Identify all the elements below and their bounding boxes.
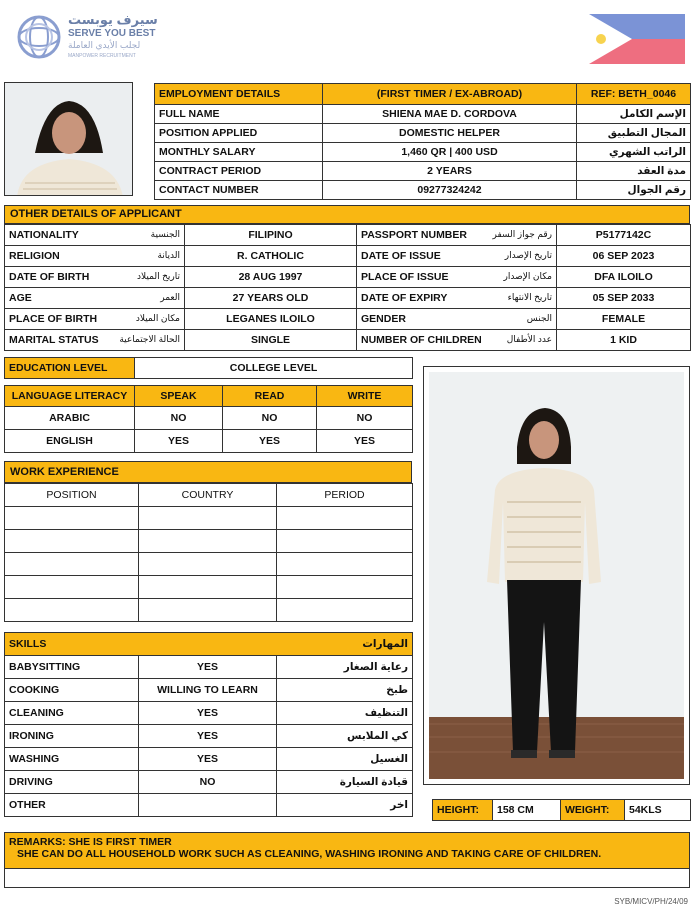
skill-arabic: اخر — [277, 794, 413, 817]
detail-label-text: MARITAL STATUS — [9, 334, 99, 346]
detail-label — [357, 330, 557, 351]
work-experience-title: WORK EXPERIENCE — [4, 461, 412, 483]
detail-label — [5, 225, 185, 246]
detail-value: R. CATHOLIC — [185, 246, 357, 267]
skill-name: WASHING — [5, 748, 139, 771]
language-english: ENGLISH — [5, 430, 135, 453]
salary-value: 1,460 QR | 400 USD — [323, 143, 577, 162]
employment-type: (FIRST TIMER / EX-ABROAD) — [323, 84, 577, 105]
detail-label-arabic: مكان الإصدار — [503, 271, 552, 281]
table-row — [5, 530, 413, 553]
skill-value: NO — [139, 771, 277, 794]
table-row — [5, 507, 413, 530]
other-details-table — [4, 224, 691, 351]
position-value: DOMESTIC HELPER — [323, 124, 577, 143]
detail-label-arabic: تاريخ الميلاد — [137, 271, 180, 281]
table-row — [5, 553, 413, 576]
detail-value: P5177142C — [557, 225, 691, 246]
table-row — [155, 124, 691, 143]
write-header: WRITE — [317, 386, 413, 407]
table-row — [5, 725, 413, 748]
period-header: PERIOD — [277, 484, 413, 507]
detail-label — [5, 288, 185, 309]
skill-name: OTHER — [5, 794, 139, 817]
detail-label-arabic: العمر — [160, 292, 180, 302]
detail-label-arabic: الجنس — [526, 313, 552, 323]
weight-label: WEIGHT: — [561, 800, 625, 821]
detail-value: LEGANES ILOILO — [185, 309, 357, 330]
skill-arabic: قيادة السيارة — [277, 771, 413, 794]
employment-details-table — [154, 83, 691, 200]
detail-label-arabic: رقم جواز السفر — [492, 229, 552, 239]
table-row — [5, 702, 413, 725]
detail-label — [357, 267, 557, 288]
table-row — [5, 246, 691, 267]
arabic-write: NO — [317, 407, 413, 430]
position-arabic: المجال التطبيق — [577, 124, 691, 143]
detail-value: 1 KID — [557, 330, 691, 351]
table-row — [5, 225, 691, 246]
reference-number: REF: BETH_0046 — [577, 84, 691, 105]
detail-label-text: DATE OF ISSUE — [361, 250, 441, 262]
skill-arabic: كي الملابس — [277, 725, 413, 748]
education-table — [4, 357, 413, 379]
salary-label: MONTHLY SALARY — [155, 143, 323, 162]
skill-value: YES — [139, 702, 277, 725]
detail-value: DFA ILOILO — [557, 267, 691, 288]
language-arabic: ARABIC — [5, 407, 135, 430]
skill-arabic: طبخ — [277, 679, 413, 702]
salary-arabic: الراتب الشهري — [577, 143, 691, 162]
skill-arabic: التنظيف — [277, 702, 413, 725]
detail-label-text: NATIONALITY — [9, 229, 79, 241]
table-row — [5, 430, 413, 453]
detail-label-text: GENDER — [361, 313, 406, 325]
skill-name: BABYSITTING — [5, 656, 139, 679]
english-speak: YES — [135, 430, 223, 453]
detail-value: 06 SEP 2023 — [557, 246, 691, 267]
english-read: YES — [223, 430, 317, 453]
skills-title-arabic: المهارات — [277, 633, 413, 656]
skill-name: COOKING — [5, 679, 139, 702]
detail-value: 05 SEP 2033 — [557, 288, 691, 309]
logo-arabic: سيرف يوبست — [68, 12, 158, 27]
detail-label-text: NUMBER OF CHILDREN — [361, 334, 482, 346]
detail-label — [357, 309, 557, 330]
table-row — [155, 181, 691, 200]
detail-label-text: RELIGION — [9, 250, 60, 262]
table-row — [5, 679, 413, 702]
detail-label — [5, 309, 185, 330]
full-name-value: SHIENA MAE D. CORDOVA — [323, 105, 577, 124]
table-row — [5, 794, 413, 817]
logo-tagline: MANPOWER RECRUITMENT — [68, 53, 136, 59]
detail-label-arabic: الحالة الاجتماعية — [119, 334, 180, 344]
globe-logo-icon — [16, 14, 62, 60]
contact-label: CONTACT NUMBER — [155, 181, 323, 200]
skill-name: DRIVING — [5, 771, 139, 794]
remarks-line-1: REMARKS: SHE IS FIRST TIMER — [9, 836, 172, 848]
detail-value: FEMALE — [557, 309, 691, 330]
speak-header: SPEAK — [135, 386, 223, 407]
language-table — [4, 385, 413, 453]
detail-value: FILIPINO — [185, 225, 357, 246]
arabic-read: NO — [223, 407, 317, 430]
contact-value: 09277324242 — [323, 181, 577, 200]
skill-value: WILLING TO LEARN — [139, 679, 277, 702]
measurements-table — [432, 799, 691, 821]
table-row — [155, 143, 691, 162]
detail-label — [357, 225, 557, 246]
skill-arabic: رعاية الصغار — [277, 656, 413, 679]
detail-label-arabic: تاريخ الإصدار — [504, 250, 552, 260]
table-row — [5, 288, 691, 309]
contract-label: CONTRACT PERIOD — [155, 162, 323, 181]
logo-english: SERVE YOU BEST — [68, 28, 156, 39]
english-write: YES — [317, 430, 413, 453]
detail-value: 27 YEARS OLD — [185, 288, 357, 309]
skill-name: CLEANING — [5, 702, 139, 725]
skills-table — [4, 632, 413, 817]
work-experience-table — [4, 483, 413, 622]
table-row — [5, 748, 413, 771]
logo-arabic-2: لجلب الأيدي العاملة — [68, 40, 141, 50]
detail-label-text: PLACE OF BIRTH — [9, 313, 98, 325]
detail-label — [5, 267, 185, 288]
country-header: COUNTRY — [139, 484, 277, 507]
detail-label — [5, 330, 185, 351]
remarks-line-2: SHE CAN DO ALL HOUSEHOLD WORK SUCH AS CLEANING, WASHING IRONING AND TAKING CARE OF CHILDREN. — [17, 848, 602, 860]
height-value: 158 CM — [493, 800, 561, 821]
detail-label — [5, 246, 185, 267]
philippines-flag-icon — [589, 14, 685, 64]
detail-label-text: AGE — [9, 292, 32, 304]
skill-name: IRONING — [5, 725, 139, 748]
language-title: LANGUAGE LITERACY — [5, 386, 135, 407]
company-logo — [16, 12, 176, 64]
table-row — [155, 105, 691, 124]
contact-arabic: رقم الجوال — [577, 181, 691, 200]
skill-value: YES — [139, 656, 277, 679]
height-label: HEIGHT: — [433, 800, 493, 821]
detail-label-text: PLACE OF ISSUE — [361, 271, 449, 283]
skill-value: YES — [139, 725, 277, 748]
detail-label — [357, 288, 557, 309]
position-label: POSITION APPLIED — [155, 124, 323, 143]
footer-code: SYB/MICV/PH/24/09 — [614, 897, 688, 906]
detail-label-text: PASSPORT NUMBER — [361, 229, 467, 241]
arabic-speak: NO — [135, 407, 223, 430]
skills-title: SKILLS — [5, 633, 277, 656]
detail-label-arabic: الجنسية — [150, 229, 180, 239]
detail-label-arabic: مكان الميلاد — [135, 313, 180, 323]
table-row — [5, 330, 691, 351]
full-name-label: FULL NAME — [155, 105, 323, 124]
table-row — [155, 162, 691, 181]
position-header: POSITION — [5, 484, 139, 507]
full-name-arabic: الإسم الكامل — [577, 105, 691, 124]
weight-value: 54KLS — [625, 800, 691, 821]
detail-label-arabic: عدد الأطفال — [506, 334, 552, 344]
remarks-box — [4, 832, 690, 888]
table-row — [5, 599, 413, 622]
contract-arabic: مدة العقد — [577, 162, 691, 181]
detail-label-arabic: الديانة — [157, 250, 180, 260]
table-row — [5, 656, 413, 679]
detail-value: 28 AUG 1997 — [185, 267, 357, 288]
skill-value: YES — [139, 748, 277, 771]
table-row — [5, 309, 691, 330]
employment-title: EMPLOYMENT DETAILS — [155, 84, 323, 105]
table-row — [5, 267, 691, 288]
applicant-photo-small — [4, 82, 133, 196]
table-row — [5, 407, 413, 430]
contract-value: 2 YEARS — [323, 162, 577, 181]
education-value: COLLEGE LEVEL — [135, 358, 413, 379]
table-row — [5, 576, 413, 599]
detail-label-arabic: تاريخ الانتهاء — [507, 292, 552, 302]
skill-arabic: الغسيل — [277, 748, 413, 771]
applicant-photo-full — [423, 366, 690, 785]
detail-label — [357, 246, 557, 267]
education-label: EDUCATION LEVEL — [5, 358, 135, 379]
skill-value — [139, 794, 277, 817]
detail-label-text: DATE OF EXPIRY — [361, 292, 448, 304]
detail-label-text: DATE OF BIRTH — [9, 271, 90, 283]
other-details-title: OTHER DETAILS OF APPLICANT — [4, 205, 690, 224]
table-row — [5, 771, 413, 794]
read-header: READ — [223, 386, 317, 407]
detail-value: SINGLE — [185, 330, 357, 351]
